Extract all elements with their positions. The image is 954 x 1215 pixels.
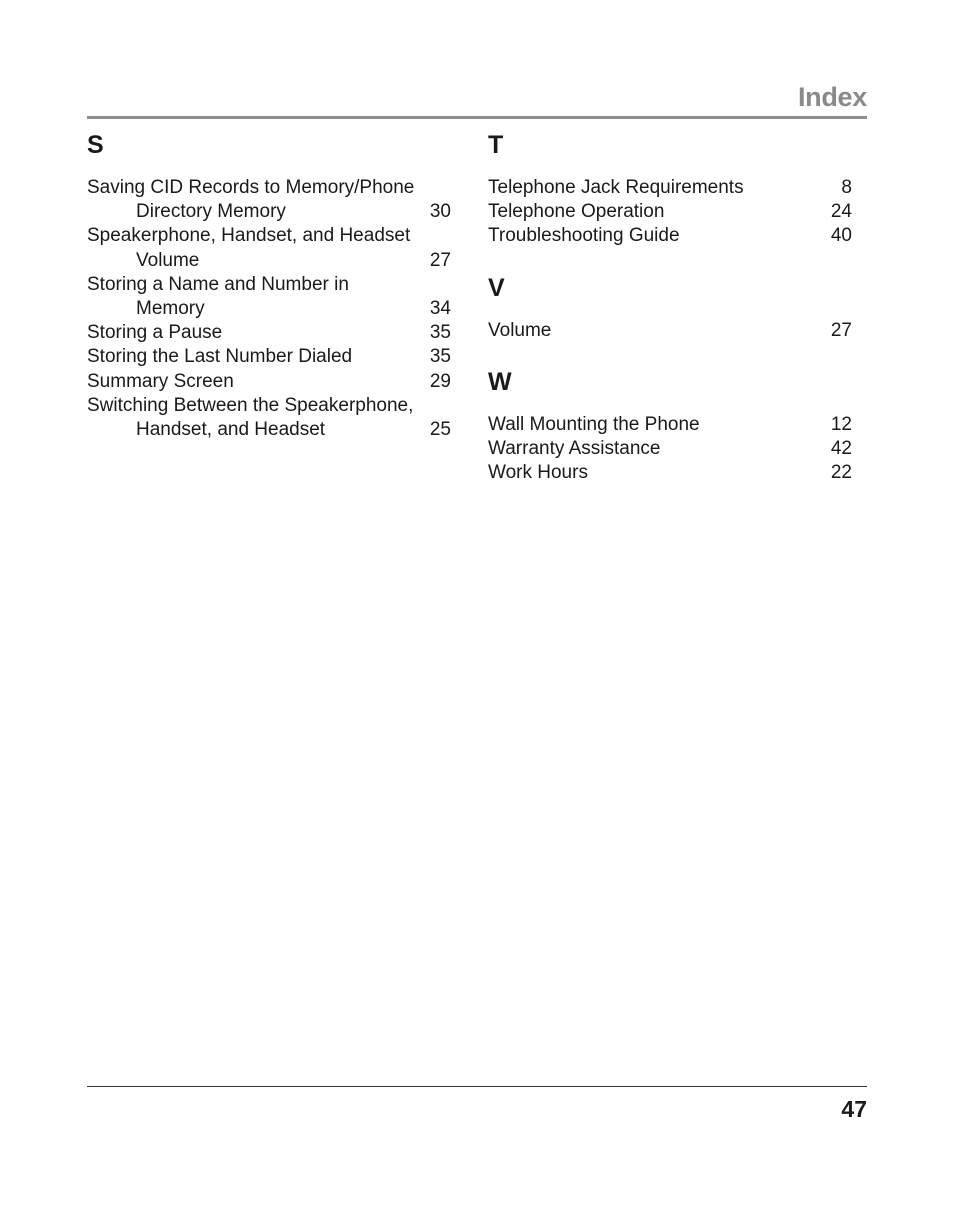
index-group-t: [488, 128, 852, 249]
index-letter-heading: S: [87, 131, 104, 159]
index-entry-line: Storing the Last Number Dialed: [87, 346, 353, 368]
index-entry-page: 29: [429, 370, 451, 392]
index-entry-page: 30: [429, 201, 451, 223]
index-entry: [488, 200, 852, 224]
index-entry-list: [488, 176, 852, 249]
index-entry-topic: [87, 176, 421, 224]
index-entry-list: [488, 319, 852, 343]
index-entry-line: Wall Mounting the Phone: [488, 413, 700, 435]
index-entry-line: Telephone Jack Requirements: [488, 177, 744, 198]
index-entry-page: 8: [841, 177, 852, 198]
index-group-v: [488, 271, 852, 343]
index-entry-topic: [488, 319, 822, 343]
index-entry-page: 40: [830, 225, 852, 247]
index-entry-page: 27: [429, 249, 451, 271]
index-entry-line: Volume: [488, 319, 552, 341]
page-number: 47: [841, 1096, 867, 1122]
index-entry-continuation: Memory: [136, 298, 205, 320]
index-entry-topic: [87, 345, 421, 369]
index-entry-page: 22: [830, 462, 852, 484]
index-entry-topic: [87, 321, 421, 345]
index-entry-topic: [87, 273, 421, 321]
index-entry: [87, 370, 451, 394]
index-entry-page: 24: [830, 201, 852, 223]
index-entry-list: [87, 176, 451, 442]
index-entry-page: 12: [830, 413, 852, 435]
index-entry-continuation: Handset, and Headset: [136, 419, 326, 441]
index-column-left: [87, 128, 451, 442]
index-entry: [87, 321, 451, 345]
index-entry-topic: [87, 370, 421, 394]
index-entry-continuation: Directory Memory: [136, 201, 286, 223]
index-entry-line: Speakerphone, Handset, and Headset: [87, 225, 411, 247]
section-title: Index: [797, 82, 867, 112]
index-entry: [87, 394, 451, 442]
index-entry-topic: [488, 413, 822, 437]
index-entry: [488, 413, 852, 437]
index-entry-page: 42: [830, 438, 852, 460]
index-entry-page: 35: [429, 322, 451, 344]
index-entry-continuation: Volume: [136, 249, 200, 271]
index-entry-topic: [488, 437, 822, 461]
index-letter-heading: T: [488, 131, 504, 159]
index-entry: [87, 176, 451, 224]
index-entry: [488, 224, 852, 248]
index-entry-list: [488, 413, 852, 486]
index-entry-line: Switching Between the Speakerphone,: [87, 394, 414, 416]
index-entry-topic: [488, 200, 822, 224]
index-letter-heading: W: [488, 367, 512, 396]
index-entry-line: Telephone Operation: [488, 201, 665, 223]
index-group-s: [87, 128, 451, 442]
index-entry-page: 34: [429, 298, 451, 320]
index-entry-line: Saving CID Records to Memory/Phone: [87, 177, 415, 198]
index-entry: [488, 319, 852, 343]
index-entry-topic: [87, 224, 421, 272]
index-entry-topic: [488, 176, 822, 200]
index-entry-line: Summary Screen: [87, 370, 234, 392]
index-entry-line: Troubleshooting Guide: [488, 225, 680, 247]
header-divider: [87, 116, 867, 119]
index-entry: [87, 273, 451, 321]
footer-divider: [87, 1086, 867, 1087]
index-letter-heading: V: [488, 273, 505, 302]
index-entry-line: Storing a Name and Number in: [87, 273, 349, 295]
index-group-w: [488, 365, 852, 486]
index-entry-page: 27: [830, 319, 852, 341]
index-entry: [488, 461, 852, 485]
index-entry-topic: [488, 461, 822, 485]
index-entry-page: 25: [429, 419, 451, 441]
index-entry: [488, 437, 852, 461]
index-entry: [87, 224, 451, 272]
index-entry-page: 35: [429, 346, 451, 368]
index-entry: [488, 176, 852, 200]
index-entry: [87, 345, 451, 369]
index-entry-topic: [488, 224, 822, 248]
index-column-right: [488, 128, 852, 485]
index-entry-line: Warranty Assistance: [488, 438, 661, 460]
index-entry-line: Work Hours: [488, 462, 588, 484]
index-entry-topic: [87, 394, 421, 442]
index-entry-line: Storing a Pause: [87, 322, 223, 344]
